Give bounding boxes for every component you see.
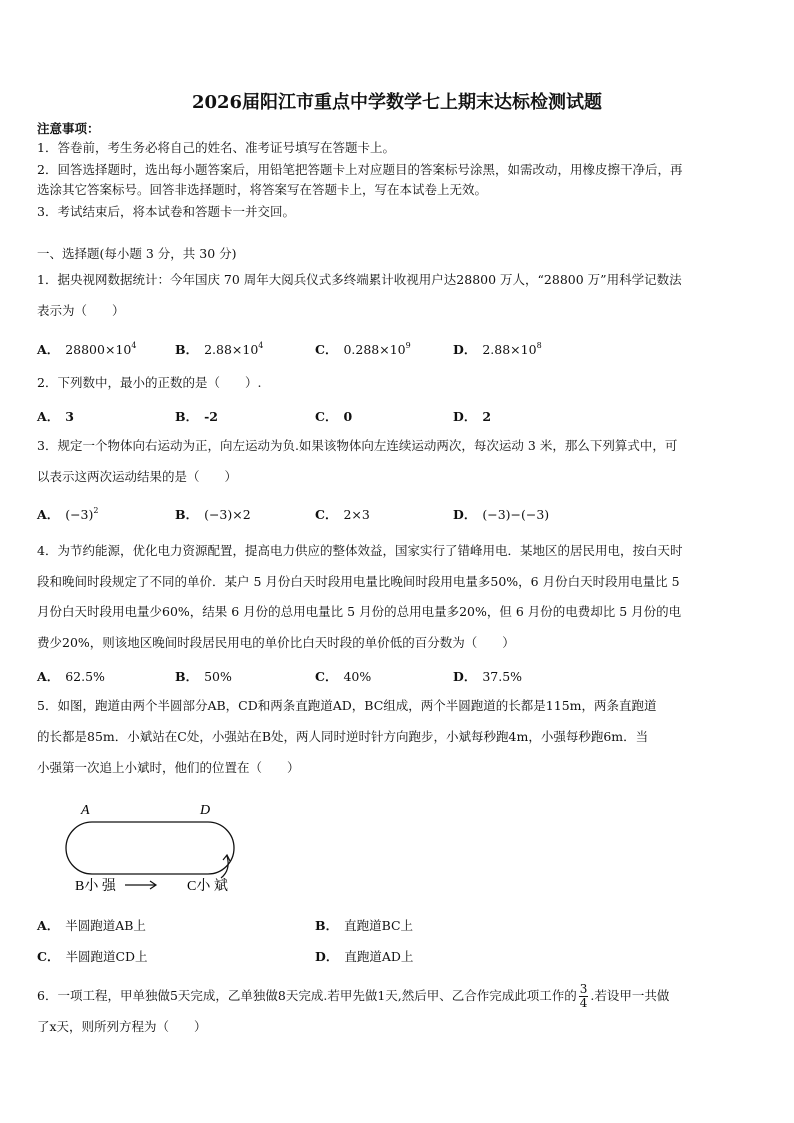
q5-option-a: A． 半圆跑道AB上 [37,918,146,933]
q2-option-d: D． 2 [453,409,492,424]
question-2-text: 2．下列数中，最小的正数的是（ ）. [37,375,262,390]
point-c-label: C小 斌 [187,879,228,894]
q2-option-c: C． 0 [315,409,353,424]
question-1-text: 1．据央视网数据统计：今年国庆 70 周年大阅兵仪式多终端累计收视用户达28800 万人，“28800 万”用科学记数法 [37,272,682,287]
q5-option-b: B． 直跑道BC上 [315,918,414,933]
run-direction-arrow [221,856,228,878]
question-1-text: 表示为（ ） [37,303,125,318]
question-5-text: 5．如图，跑道由两个半圆部分AB，CD和两条直跑道AD，BC组成，两个半圆跑道的长都是115m，两条直跑道 [37,698,657,713]
question-4-text: 4．为节约能源，优化电力资源配置，提高电力供应的整体效益，国家实行了错峰用电．某地区的居民用电，按白天时 [37,543,683,558]
q1-option-d: D． $2.88\times 10^8$ [453,341,542,357]
run-direction-arrowhead [223,855,230,861]
section-heading: 一、选择题(每小题 3 分，共 30 分) [37,246,237,261]
q3-option-b: B． (−3)×2 [175,507,251,522]
notice-item: 1．答卷前，考生务必将自己的姓名、准考证号填写在答题卡上。 [37,140,395,155]
q1-option-b: B． $2.88\times 10^4$ [175,341,264,357]
q3-option-c: C． 2×3 [315,507,370,522]
q3-option-d: D． (−3)−(−3) [453,507,550,522]
q3-option-a: A． $(-3)^2$ [37,506,99,522]
track-outline [66,822,234,874]
notice-item: 3．考试结束后，将本试卷和答题卡一并交回。 [37,204,295,219]
q2-option-b: B． -2 [175,409,218,424]
question-5-text: 的长都是85m．小斌站在C处，小强站在B处，两人同时逆时针方向跑步，小斌每秒跑4m，小强每秒跑6m．当 [37,729,649,744]
fraction: $\frac{3}{4}$ [579,982,588,1010]
q2-option-a: A． 3 [37,409,74,424]
question-4-text: 段和晚间时段规定了不同的单价．某户 5 月份白天时段用电量比晚间时段用电量多50%，6 月份白天时段用电量比 5 [37,574,680,589]
q4-option-b: B． 50% [175,669,232,684]
q1-option-c: C． $0.288\times 10^9$ [315,341,411,357]
notice-item: 2．回答选择题时，选出每小题答案后，用铅笔把答题卡上对应题目的答案标号涂黑，如需改动，用橡皮擦干净后，再 [37,162,683,177]
question-3-text: 以表示这两次运动结果的是（ ） [37,469,238,484]
q5-option-c: C． 半圆跑道CD上 [37,949,148,964]
point-a-label: A [81,803,90,818]
notice-heading: 注意事项： [37,121,100,136]
track-diagram [55,800,245,900]
point-b-label: B小 强 [75,879,116,894]
q4-option-d: D． 37.5% [453,669,523,684]
q1-option-a: A． $28800\times 10^4$ [37,341,137,357]
page-title: 2026届阳江市重点中学数学七上期末达标检测试题 [191,92,603,113]
question-3-text: 3．规定一个物体向右运动为正，向左运动为负.如果该物体向左连续运动两次，每次运动 3 米，那么下列算式中，可 [37,438,678,453]
question-4-text: 费少20%，则该地区晚间时段居民用电的单价比白天时段的单价低的百分数为（ ） [37,635,515,650]
question-6-text: 6．一项工程，甲单独做5天完成，乙单独做8天完成.若甲先做1天,然后甲、乙合作完成此项工作的 $\frac{3}{4}$ .若设甲一共做 [37,982,670,1010]
question-5-text: 小强第一次追上小斌时，他们的位置在（ ） [37,760,300,775]
q4-option-a: A． 62.5% [37,669,105,684]
q4-option-c: C． 40% [315,669,372,684]
q5-option-d: D． 直跑道AD上 [315,949,414,964]
question-6-text: 了x天，则所列方程为（ ） [37,1019,207,1034]
question-4-text: 月份白天时段用电量少60%，结果 6 月份的总用电量比 5 月份的总用电量多20%，但 6 月份的电费却比 5 月份的电 [37,604,682,619]
notice-item: 选涂其它答案标号。回答非选择题时，将答案写在答题卡上，写在本试卷上无效。 [37,182,488,197]
point-d-label: D [200,803,211,818]
